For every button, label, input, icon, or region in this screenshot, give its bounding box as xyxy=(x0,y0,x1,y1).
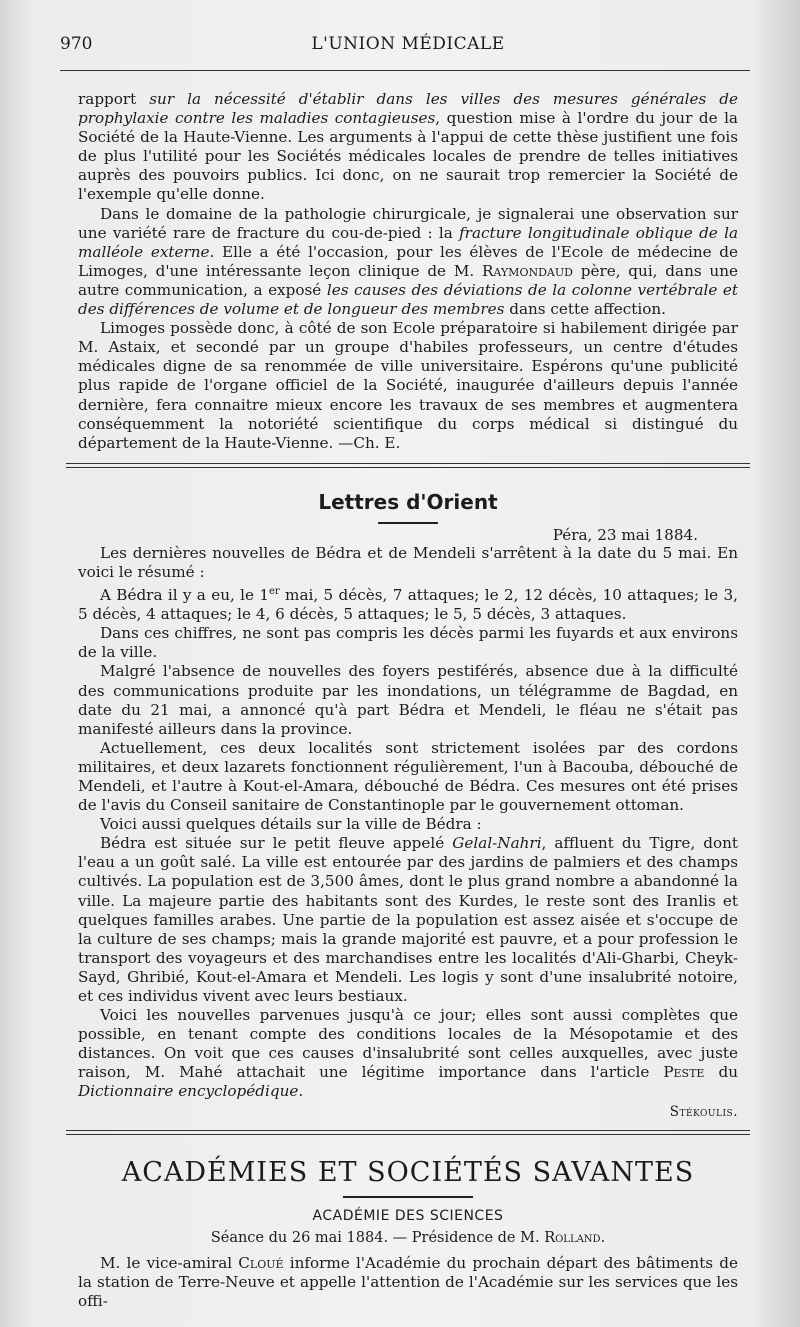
subsection-title: ACADÉMIE DES SCIENCES xyxy=(312,1207,504,1224)
paragraph: Limoges possède donc, à côté de son Ecole préparatoire si habilement dirigée par M. Astaix, et secondé par un groupe d'habiles professeurs, un centre d'études médicales digne de sa renommée de ville universitaire. Espérons qu'une publicité plus rapide de l'organe officiel de la Société, inaugurée d'ailleurs depuis l'année dernière, fera connaitre mieux encore les travaux de ses membres et augmentera conséquemment la notoriété scientifique du corps médical si distingué du département de la Haute-Vienne. —Ch. E. xyxy=(78,319,738,452)
paragraph: Dans ces chiffres, ne sont pas compris les décès parmi les fuyards et aux environs de la ville. xyxy=(78,624,738,662)
lettres-body xyxy=(78,544,738,1102)
dateline: Péra, 23 mai 1884. xyxy=(552,525,698,544)
paragraph: Dans le domaine de la pathologie chirurgicale, je signalerai une observation sur une variété rare de fracture du cou-de-pied : la fracture longitudinale oblique de la malléole externe. Elle a été l'occasion, pour les élèves de l'Ecole de médecine de Limoges, d'une intéressante leçon clinique de M. Raymondaud père, qui, dans une autre communication, a exposé les causes des déviations de la colonne vertébrale et des différences de volume et de longueur des membres dans cette affection. xyxy=(78,204,739,319)
signature: Stékoulis. xyxy=(669,1103,738,1120)
section-title: ACADÉMIES ET SOCIÉTÉS SAVANTES xyxy=(121,1156,695,1188)
header-rule xyxy=(60,70,750,71)
title-underline xyxy=(378,522,438,524)
paragraph: Voici aussi quelques détails sur la ville de Bédra : xyxy=(100,815,482,834)
academie-body xyxy=(78,1254,738,1311)
section-divider xyxy=(66,1130,750,1135)
paragraph: M. le vice-amiral Cloué informe l'Académie du prochain départ des bâtiments de la station de Terre-Neuve et appelle l'attention de l'Académie sur les services que les offi- xyxy=(78,1253,738,1310)
paragraph: Malgré l'absence de nouvelles des foyers pestiférés, absence due à la difficulté des communications produite par les inondations, un télégramme de Bagdad, en date du 21 mai, a annoncé qu'à part Bédra et Mendeli, le fléau ne s'était pas manifesté ailleurs dans la province. xyxy=(78,662,738,738)
paragraph: Les dernières nouvelles de Bédra et de Mendeli s'arrêtent à la date du 5 mai. En voici le résumé : xyxy=(78,543,738,581)
continued-article xyxy=(78,60,738,453)
journal-title: L'UNION MÉDICALE xyxy=(311,34,505,54)
article-title: Lettres d'Orient xyxy=(318,489,498,514)
paragraph: Actuellement, ces deux localités sont strictement isolées par des cordons militaires, et deux lazarets fonctionnent régulièrement, l'un à Bacouba, débouché de Mendeli, et l'autre à Kout-el-Amara, débouché de Bédra. Ces mesures ont été prises de l'avis du Conseil sanitaire de Constantinople par le gouvernement ottoman. xyxy=(78,738,738,815)
paragraph: A Bédra il y a eu, le 1er mai, 5 décès, 7 attaques; le 2, 12 décès, 10 attaques; le 3, 5 décès, 4 attaques; le 4, 6 décès, 5 attaques; le 5, 5 décès, 3 attaques. xyxy=(78,585,739,624)
paragraph: rapport sur la nécessité d'établir dans les villes des mesures générales de prophylaxie contre les maladies contagieuses, question mise à l'ordre du jour de la Société de la Haute-Vienne. Les arguments à l'appui de cette thèse justifient une fois de plus l'utilité pour les Sociétés médicales locales de prendre de telles initiatives auprès des pouvoirs publics. Ici donc, on ne saurait trop remercier la Société de l'exemple qu'elle donne. xyxy=(78,90,738,204)
paragraph: Bédra est située sur le petit fleuve appelé Gelal-Nahri, affluent du Tigre, dont l'eau a un goût salé. La ville est entourée par des jardins de palmiers et des champs cultivés. La population est de 3,500 âmes, dont le plus grand nombre a abandonné la ville. La majeure partie des habitants sont des Kurdes, le reste sont des Iranlis et quelques familles arabes. Une partie de la population est assez aisée et s'occupe de la culture de ses champs; mais la grande majorité est pauvre, et a pour profession le transport des voyageurs et des marchandises entre les localités d'Ali-Gharbi, Cheyk-Sayd, Ghribié, Kout-el-Amara et Mendeli. Les logis y sont d'une insalubrité notoire, et ces individus vivent avec leurs bestiaux. xyxy=(78,834,738,1005)
running-head xyxy=(60,0,738,60)
page-number: 970 xyxy=(60,34,93,54)
title-underline xyxy=(343,1196,473,1198)
paragraph: Voici les nouvelles parvenues jusqu'à ce jour; elles sont aussi complètes que possible, en tenant compte des conditions locales de la Mésopotamie et des distances. On voit que ces causes d'insalubrité sont celles auxquelles, avec juste raison, M. Mahé attachait une légitime importance dans l'article Peste du Dictionnaire encyclopédique. xyxy=(78,1006,738,1101)
section-divider xyxy=(66,463,750,468)
seance-line: Séance du 26 mai 1884. — Présidence de M. Rolland. xyxy=(210,1229,606,1246)
